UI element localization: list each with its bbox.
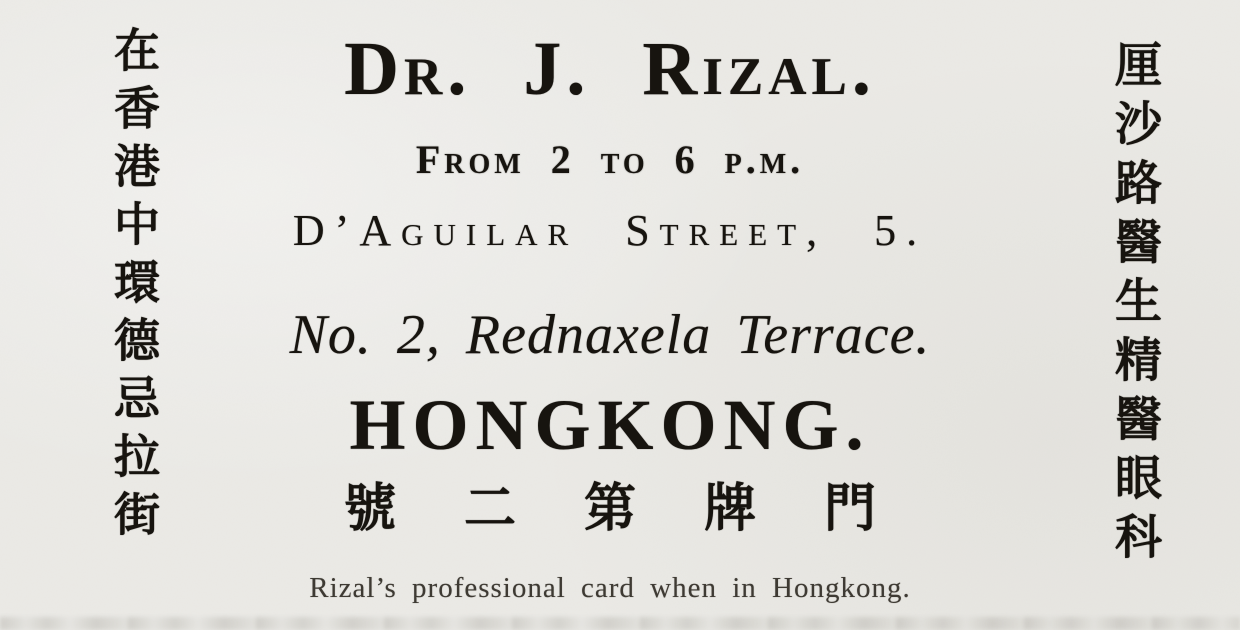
doctor-name-line: Dr. J. Rizal. [344,27,876,111]
terrace-address-line: No. 2, Rednaxela Terrace. [289,304,931,366]
chinese-house-number-line: 號二第牌門 [343,481,945,538]
city-line: HONGKONG. [349,385,871,465]
office-hours-line: From 2 to 6 p.m. [415,137,805,182]
street-address-line: D’Aguilar Street, 5. [292,206,928,255]
chinese-left-column: 在香港中環德忌拉街 [108,26,159,548]
chinese-right-column: 厘沙路醫生精醫眼科 [1108,40,1160,571]
photo-caption: Rizal’s professional card when in Hongkong. [309,572,911,604]
cropped-next-line-band [0,617,1240,630]
